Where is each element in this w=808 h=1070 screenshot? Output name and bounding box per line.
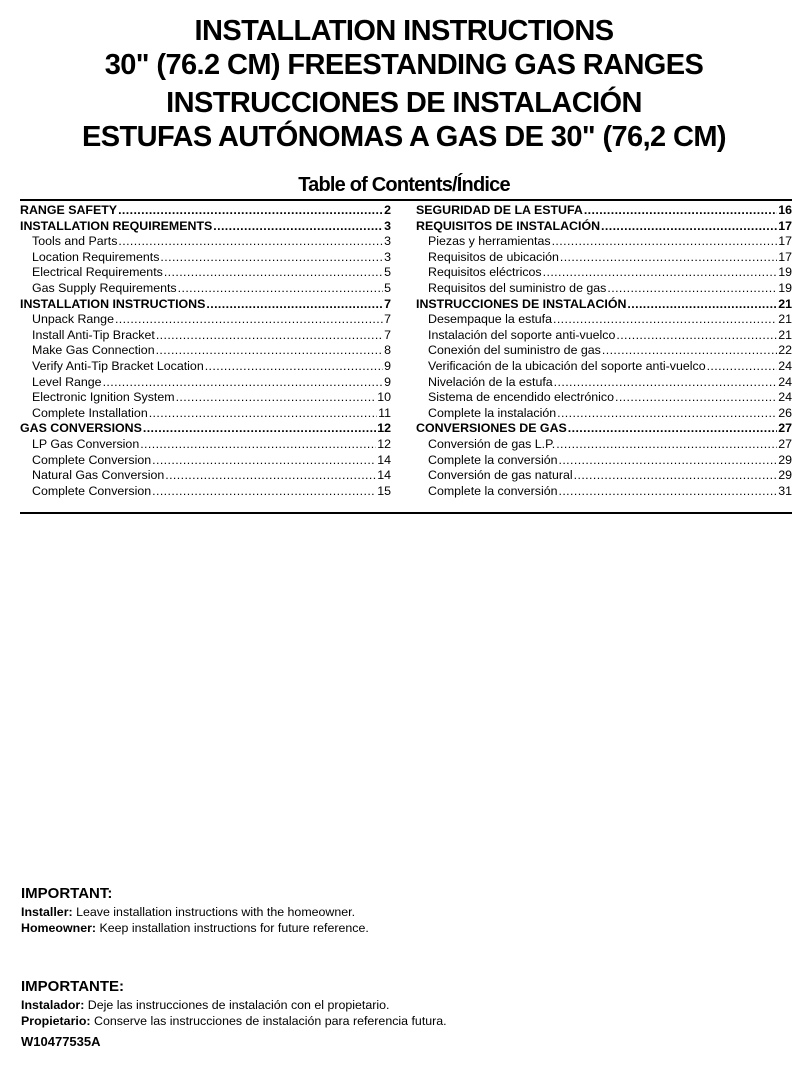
toc-page-number: 9 — [384, 374, 391, 389]
toc-leader-dots — [602, 343, 777, 359]
toc-entry-label: Complete Conversion — [32, 452, 152, 467]
homeowner-text: Keep installation instructions for future reference. — [96, 921, 369, 935]
toc-entry[interactable] — [20, 250, 391, 266]
toc-entry[interactable] — [416, 203, 792, 219]
toc-page-number: 5 — [384, 280, 391, 295]
toc-top-rule — [20, 199, 792, 201]
toc-entry-label: Level Range — [32, 374, 102, 389]
toc-leader-dots — [607, 281, 777, 297]
toc-heading: Table of Contents/Índice — [298, 174, 510, 196]
toc-leader-dots — [156, 343, 384, 359]
title-line-4: ESTUFAS AUTÓNOMAS A GAS DE 30" (76,2 CM) — [82, 121, 726, 153]
toc-leader-dots — [560, 250, 777, 266]
toc-entry-label: Natural Gas Conversion — [32, 468, 165, 483]
toc-entry[interactable] — [20, 312, 391, 328]
toc-page-number: 3 — [384, 249, 391, 264]
toc-page-number: 15 — [377, 483, 391, 498]
toc-entry-label: Unpack Range — [32, 312, 114, 327]
important-notice-english — [21, 884, 369, 936]
toc-leader-dots — [115, 312, 383, 328]
title-line-3: INSTRUCCIONES DE INSTALACIÓN — [166, 87, 642, 119]
instalador-note — [21, 997, 447, 1013]
toc-entry[interactable] — [416, 343, 792, 359]
toc-entry[interactable] — [416, 281, 792, 297]
toc-leader-dots — [164, 265, 383, 281]
toc-entry-label: Conexión del suministro de gas — [428, 343, 601, 358]
toc-page-number: 24 — [778, 390, 792, 405]
homeowner-note — [21, 920, 369, 936]
part-number: W10477535A — [21, 1034, 101, 1049]
toc-entry-label: Electrical Requirements — [32, 265, 163, 280]
toc-entry[interactable] — [20, 203, 391, 219]
toc-leader-dots — [118, 203, 383, 219]
toc-page-number: 24 — [778, 358, 792, 373]
toc-leader-dots — [554, 375, 778, 391]
toc-page-number: 29 — [778, 468, 792, 483]
toc-entry[interactable] — [20, 343, 391, 359]
toc-leader-dots — [160, 250, 383, 266]
toc-leader-dots — [616, 328, 777, 344]
toc-entry-label: Piezas y herramientas — [428, 234, 551, 249]
toc-entry-label: GAS CONVERSIONS — [20, 421, 142, 436]
toc-page-number: 24 — [778, 374, 792, 389]
toc-leader-dots — [574, 468, 778, 484]
toc-entry[interactable] — [20, 265, 391, 281]
toc-entry-label: INSTALLATION REQUIREMENTS — [20, 218, 213, 233]
toc-entry-label: Complete la conversión — [428, 483, 558, 498]
toc-page-number: 3 — [384, 218, 391, 233]
toc-page-number: 3 — [384, 234, 391, 249]
toc-page-number: 16 — [778, 203, 792, 217]
toc-entry-label: REQUISITOS DE INSTALACIÓN — [416, 218, 601, 233]
toc-page-number: 12 — [377, 436, 391, 451]
toc-leader-dots — [601, 219, 777, 235]
toc-entry[interactable] — [20, 375, 391, 391]
toc-entry-label: Location Requirements — [32, 249, 160, 264]
toc-page-number: 29 — [778, 452, 792, 467]
toc-leader-dots — [205, 359, 383, 375]
toc-entry-label: Requisitos de ubicación — [428, 249, 559, 264]
toc-page-number: 21 — [778, 312, 792, 327]
toc-entry[interactable] — [416, 328, 792, 344]
toc-page-number: 14 — [377, 452, 391, 467]
toc-entry-label: Desempaque la estufa — [428, 312, 552, 327]
toc-page-number: 27 — [778, 436, 792, 451]
toc-page-number: 7 — [384, 327, 391, 342]
toc-leader-dots — [118, 234, 383, 250]
toc-entry[interactable] — [416, 265, 792, 281]
propietario-label: Propietario: — [21, 1014, 91, 1028]
toc-entry-label: Conversión de gas natural — [428, 468, 573, 483]
toc-entry-label: SEGURIDAD DE LA ESTUFA — [416, 203, 583, 217]
toc-entry[interactable] — [20, 359, 391, 375]
toc-entry[interactable] — [416, 250, 792, 266]
toc-leader-dots — [206, 297, 383, 313]
toc-entry-label: Gas Supply Requirements — [32, 280, 177, 295]
toc-entry-label: Verify Anti-Tip Bracket Location — [32, 358, 204, 373]
toc-entry-label: CONVERSIONES DE GAS — [416, 421, 567, 436]
toc-entry[interactable] — [20, 421, 391, 437]
toc-entry[interactable] — [20, 453, 391, 469]
homeowner-label: Homeowner: — [21, 921, 97, 935]
toc-entry-label: Complete la conversión — [428, 452, 558, 467]
toc-entry[interactable] — [416, 219, 792, 235]
toc-page-number: 19 — [778, 280, 792, 295]
toc-page-number: 8 — [384, 343, 391, 358]
toc-page-number: 22 — [778, 343, 792, 358]
toc-leader-dots — [543, 265, 778, 281]
toc-entry[interactable] — [20, 406, 391, 422]
toc-page-number: 19 — [778, 265, 792, 280]
toc-entry[interactable] — [416, 390, 792, 406]
toc-page-number: 2 — [384, 203, 391, 217]
toc-entry[interactable] — [20, 219, 391, 235]
propietario-note — [21, 1013, 447, 1029]
toc-entry[interactable] — [416, 406, 792, 422]
toc-leader-dots — [615, 390, 777, 406]
toc-entry-label: Electronic Ignition System — [32, 390, 175, 405]
installer-text: Leave installation instructions with the homeowner. — [72, 905, 356, 919]
instalador-text: Deje las instrucciones de instalación con el propietario. — [84, 998, 390, 1012]
toc-column-english — [20, 203, 391, 499]
toc-entry-label: Conversión de gas L.P. — [428, 436, 556, 451]
toc-leader-dots — [140, 437, 376, 453]
toc-entry[interactable] — [416, 297, 792, 313]
toc-page-number: 21 — [778, 327, 792, 342]
toc-entry[interactable] — [416, 484, 792, 500]
toc-entry[interactable] — [416, 468, 792, 484]
installer-note — [21, 904, 369, 920]
toc-entry-label: Instalación del soporte anti-vuelco — [428, 327, 616, 342]
instalador-label: Instalador: — [21, 998, 85, 1012]
toc-entry-label: RANGE SAFETY — [20, 203, 118, 217]
toc-entry[interactable] — [416, 312, 792, 328]
toc-leader-dots — [556, 437, 777, 453]
toc-entry[interactable] — [416, 453, 792, 469]
toc-page-number: 12 — [377, 421, 391, 436]
toc-leader-dots — [584, 203, 777, 219]
toc-page-number: 26 — [778, 405, 792, 420]
document-titles — [0, 14, 808, 154]
toc-leader-dots — [553, 312, 777, 328]
toc-leader-dots — [143, 421, 376, 437]
toc-entry[interactable] — [416, 421, 792, 437]
propietario-text: Conserve las instrucciones de instalación para referencia futura. — [90, 1014, 447, 1028]
toc-entry[interactable] — [20, 234, 391, 250]
toc-entry[interactable] — [20, 437, 391, 453]
toc-leader-dots — [558, 453, 777, 469]
toc-leader-dots — [558, 484, 777, 500]
toc-page-number: 9 — [384, 358, 391, 373]
toc-entry-label: Install Anti-Tip Bracket — [32, 327, 155, 342]
toc-leader-dots — [103, 375, 384, 391]
toc-entry[interactable] — [20, 468, 391, 484]
toc-entry-label: INSTALLATION INSTRUCTIONS — [20, 296, 206, 311]
importante-heading: IMPORTANTE: — [21, 978, 125, 995]
toc-leader-dots — [176, 390, 377, 406]
toc-leader-dots — [557, 406, 777, 422]
toc-entry-label: Tools and Parts — [32, 234, 118, 249]
toc-page-number: 17 — [778, 218, 792, 233]
toc-leader-dots — [156, 328, 383, 344]
toc-entry-label: LP Gas Conversion — [32, 436, 140, 451]
toc-page-number: 27 — [778, 421, 792, 436]
toc-leader-dots — [149, 406, 377, 422]
toc-page-number: 5 — [384, 265, 391, 280]
toc-leader-dots — [707, 359, 778, 375]
toc-leader-dots — [213, 219, 383, 235]
toc-column-spanish — [416, 203, 792, 499]
toc-leader-dots — [627, 297, 777, 313]
toc-entry-label: Make Gas Connection — [32, 343, 155, 358]
toc-entry-label: Complete Conversion — [32, 483, 152, 498]
toc-entry-label: Requisitos eléctricos — [428, 265, 542, 280]
toc-entry[interactable] — [20, 281, 391, 297]
toc-page-number: 17 — [778, 234, 792, 249]
toc-entry-label: Complete Installation — [32, 405, 148, 420]
toc-page-number: 10 — [377, 390, 391, 405]
toc-entry[interactable] — [416, 234, 792, 250]
toc-entry-label: Requisitos del suministro de gas — [428, 280, 607, 295]
toc-page-number: 21 — [778, 296, 792, 311]
toc-page-number: 17 — [778, 249, 792, 264]
toc-entry[interactable] — [20, 328, 391, 344]
toc-entry[interactable] — [20, 390, 391, 406]
toc-leader-dots — [552, 234, 778, 250]
title-line-1: INSTALLATION INSTRUCTIONS — [194, 15, 614, 47]
toc-entry[interactable] — [416, 375, 792, 391]
toc-entry-label: Verificación de la ubicación del soporte anti-vuelco — [428, 358, 706, 373]
toc-leader-dots — [568, 421, 777, 437]
toc-bottom-rule — [20, 512, 792, 514]
toc-entry[interactable] — [20, 297, 391, 313]
toc-page-number: 7 — [384, 296, 391, 311]
toc-entry[interactable] — [20, 484, 391, 500]
toc-entry-label: Complete la instalación — [428, 405, 557, 420]
toc-entry-label: Nivelación de la estufa — [428, 374, 553, 389]
toc-entry-label: INSTRUCCIONES DE INSTALACIÓN — [416, 296, 627, 311]
toc-page-number: 14 — [377, 468, 391, 483]
toc-page-number: 31 — [778, 483, 792, 498]
toc-page-number: 7 — [384, 312, 391, 327]
toc-page-number: 11 — [378, 405, 391, 420]
important-heading: IMPORTANT: — [21, 885, 113, 902]
important-notice-spanish — [21, 977, 447, 1029]
toc-entry[interactable] — [416, 359, 792, 375]
title-line-2: 30" (76.2 CM) FREESTANDING GAS RANGES — [104, 49, 704, 81]
toc-entry-label: Sistema de encendido electrónico — [428, 390, 614, 405]
toc-leader-dots — [152, 453, 376, 469]
toc-leader-dots — [165, 468, 376, 484]
toc-entry[interactable] — [416, 437, 792, 453]
toc-leader-dots — [178, 281, 383, 297]
installer-label: Installer: — [21, 905, 73, 919]
toc-leader-dots — [152, 484, 376, 500]
